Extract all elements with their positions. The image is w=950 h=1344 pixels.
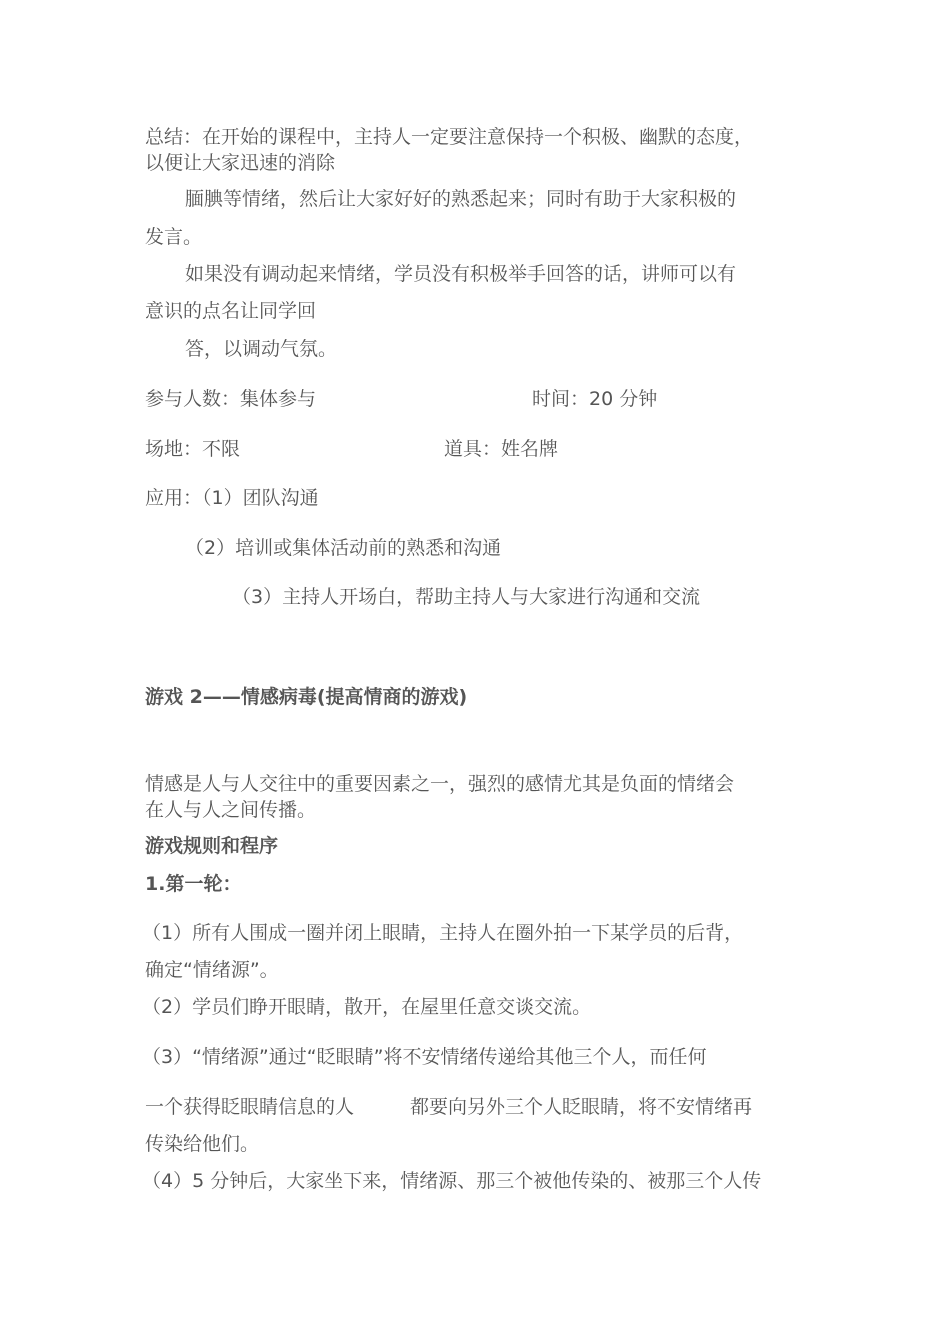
game2-title: 游戏 2——情感病毒(提高情商的游戏) (145, 686, 468, 708)
step3-line-2-part-1: 一个获得眨眼睛信息的人 (145, 1096, 355, 1118)
summary-line-4: 发言。 (145, 226, 203, 248)
step1-line-2: 确定“情绪源”。 (145, 959, 279, 981)
step3-line-1: （3）“情绪源”通过“眨眼睛”将不安情绪传递给其他三个人，而任何 (142, 1046, 707, 1068)
game2-intro-line-1: 情感是人与人交往中的重要因素之一，强烈的感情尤其是负面的情绪会 (145, 773, 735, 795)
step2-line: （2）学员们睁开眼睛，散开，在屋里任意交谈交流。 (142, 996, 592, 1018)
summary-line-7: 答，以调动气氛。 (185, 338, 338, 360)
time-text: 时间：20 分钟 (532, 388, 658, 410)
application-line-3: （3）主持人开场白，帮助主持人与大家进行沟通和交流 (232, 586, 701, 608)
step1-line-1: （1）所有人围成一圈并闭上眼睛，主持人在圈外拍一下某学员的后背， (142, 922, 744, 944)
game2-intro-line-2: 在人与人之间传播。 (145, 799, 317, 821)
summary-line-3: 腼腆等情绪，然后让大家好好的熟悉起来；同时有助于大家积极的 (185, 188, 737, 210)
rules-heading: 游戏规则和程序 (145, 835, 279, 857)
props-text: 道具：姓名牌 (444, 438, 559, 460)
application-line-1: 应用：（1）团队沟通 (145, 487, 319, 509)
summary-line-1: 总结：在开始的课程中，主持人一定要注意保持一个积极、幽默的态度， (145, 126, 754, 148)
participants-text: 参与人数：集体参与 (145, 388, 317, 410)
round1-heading: 1.第一轮： (145, 873, 242, 895)
venue-text: 场地：不限 (145, 438, 241, 460)
step4-line: （4）5 分钟后，大家坐下来，情绪源、那三个被他传染的、被那三个人传 (142, 1170, 762, 1192)
summary-line-2: 以便让大家迅速的消除 (145, 152, 336, 174)
summary-line-5: 如果没有调动起来情绪，学员没有积极举手回答的话，讲师可以有 (185, 263, 737, 285)
summary-line-6: 意识的点名让同学回 (145, 300, 317, 322)
step3-line-3: 传染给他们。 (145, 1133, 260, 1155)
step3-line-2-part-2: 都要向另外三个人眨眼睛，将不安情绪再 (410, 1096, 753, 1118)
application-line-2: （2）培训或集体活动前的熟悉和沟通 (185, 537, 502, 559)
